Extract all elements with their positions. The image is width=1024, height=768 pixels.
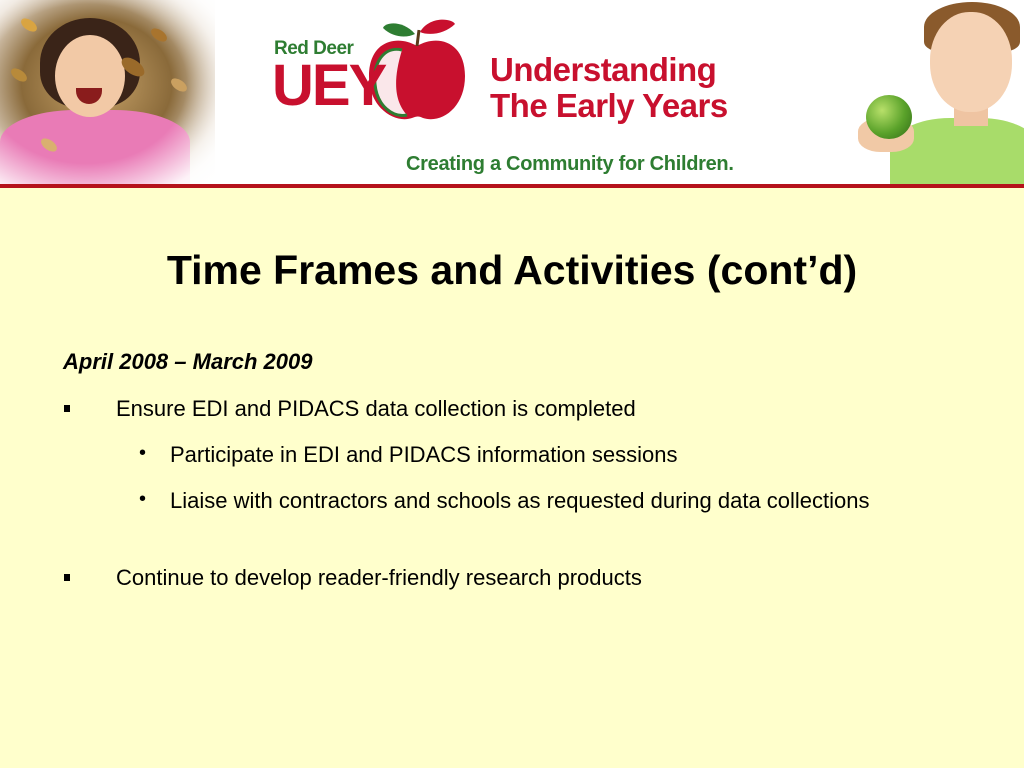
logo-title-line1: Understanding bbox=[490, 51, 717, 88]
sub-bullet-item: Liaise with contractors and schools as requested during data collections bbox=[170, 488, 870, 513]
girl-leaves-photo bbox=[0, 0, 215, 186]
logo-red-deer-text: Red Deer bbox=[274, 38, 354, 59]
date-range-subheading: April 2008 – March 2009 bbox=[63, 349, 313, 374]
round-bullet-icon: • bbox=[139, 488, 147, 510]
uey-logo bbox=[272, 16, 792, 181]
logo-tagline: Creating a Community for Children. bbox=[406, 153, 734, 175]
header-divider bbox=[0, 184, 1024, 188]
logo-title-line2: The Early Years bbox=[490, 87, 728, 124]
slide-title: Time Frames and Activities (cont’d) bbox=[166, 247, 858, 293]
boy-apple-photo bbox=[850, 0, 1024, 186]
bullet-item: Ensure EDI and PIDACS data collection is completed bbox=[116, 396, 636, 421]
round-bullet-icon: • bbox=[139, 442, 147, 464]
square-bullet-icon bbox=[64, 405, 70, 412]
square-bullet-icon bbox=[64, 574, 70, 581]
logo-uey-text: UEY bbox=[272, 53, 386, 118]
sub-bullet-item: Participate in EDI and PIDACS information sessions bbox=[170, 442, 678, 467]
green-apple-icon bbox=[866, 95, 912, 139]
bullet-item: Continue to develop reader-friendly research products bbox=[116, 565, 642, 590]
slide-header bbox=[0, 0, 1024, 186]
